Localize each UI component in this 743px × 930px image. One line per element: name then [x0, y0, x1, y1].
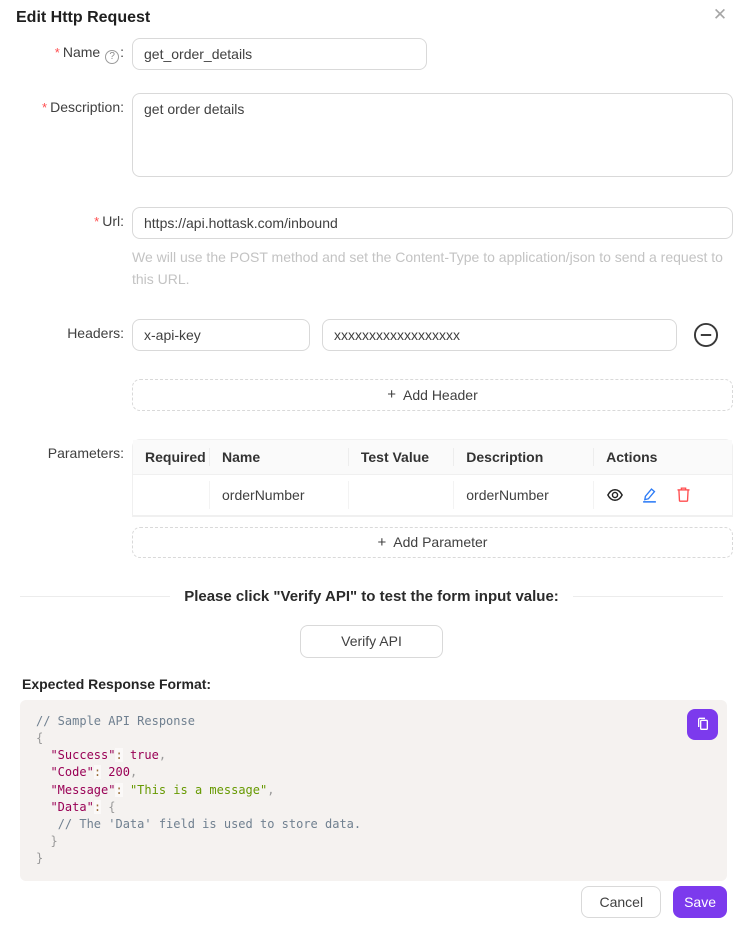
required-asterisk: *	[54, 45, 60, 60]
required-asterisk: *	[94, 214, 100, 229]
modal-header	[0, 0, 743, 30]
trash-icon	[675, 486, 692, 503]
verify-api-button[interactable]: Verify API	[300, 625, 443, 658]
headers-row	[0, 319, 743, 351]
parameters-control	[132, 439, 733, 517]
add-header-button[interactable]: + Add Header	[132, 379, 733, 411]
param-required-cell	[133, 475, 210, 516]
verify-instruction: Please click "Verify API" to test the form input value:	[184, 587, 559, 605]
url-input[interactable]	[132, 207, 733, 239]
http-request-form	[0, 30, 743, 558]
edit-parameter-button[interactable]	[641, 486, 658, 503]
column-required: Required	[133, 440, 210, 475]
add-parameter-button[interactable]: + Add Parameter	[132, 527, 733, 558]
url-control	[132, 207, 733, 291]
minus-circle-icon	[693, 322, 719, 348]
url-label: * Url:	[94, 213, 124, 229]
param-description-cell: orderNumber	[454, 475, 594, 516]
eye-icon	[606, 486, 624, 504]
parameter-table-row	[133, 475, 732, 516]
parameters-table	[132, 439, 733, 517]
header-pair	[132, 319, 733, 351]
parameters-header-row	[133, 440, 732, 475]
remove-header-button[interactable]	[693, 322, 719, 348]
add-header-row	[0, 379, 743, 411]
name-control	[132, 38, 733, 70]
modal-title: Edit Http Request	[16, 9, 151, 26]
column-description: Description	[454, 440, 594, 475]
description-row	[0, 93, 743, 182]
url-row	[0, 207, 743, 291]
plus-icon: +	[377, 533, 387, 551]
delete-parameter-button[interactable]	[675, 486, 692, 503]
column-test-value: Test Value	[349, 440, 454, 475]
description-textarea[interactable]	[132, 93, 733, 177]
headers-control	[132, 319, 733, 351]
required-asterisk: *	[42, 100, 48, 115]
parameters-row	[0, 439, 743, 517]
save-button[interactable]: Save	[673, 886, 727, 918]
copy-icon	[695, 716, 711, 732]
param-actions-cell	[606, 486, 720, 504]
modal-footer	[581, 886, 727, 918]
param-name-cell: orderNumber	[210, 475, 349, 516]
parameters-label: Parameters:	[47, 444, 124, 461]
divider-line-right	[573, 596, 723, 597]
response-code-block	[20, 700, 727, 881]
column-name: Name	[210, 440, 349, 475]
url-hint: We will use the POST method and set the Content-Type to application/json to send a request to this URL.	[132, 249, 723, 288]
sample-api-response-code: // Sample API Response { "Success": true, "Code": 200, "Message": "This is a message", "Data": { // The 'Data' field is used to store data. } }	[36, 713, 362, 866]
edit-pencil-icon	[641, 486, 658, 503]
name-label: * Name ? :	[54, 44, 124, 62]
header-key-input[interactable]	[132, 319, 310, 351]
add-parameter-row	[0, 527, 743, 558]
headers-label: Headers:	[67, 324, 124, 341]
verify-divider	[20, 588, 723, 605]
description-control	[132, 93, 733, 182]
column-actions: Actions	[594, 440, 732, 475]
view-parameter-button[interactable]	[606, 486, 624, 504]
plus-icon: +	[387, 386, 397, 404]
expected-response-label: Expected Response Format:	[22, 675, 212, 692]
close-icon[interactable]: ✕	[707, 2, 733, 28]
name-row	[0, 38, 743, 70]
divider-line-left	[20, 596, 170, 597]
cancel-button[interactable]: Cancel	[581, 886, 661, 918]
name-input[interactable]	[132, 38, 427, 70]
param-test-value-cell	[349, 475, 454, 516]
copy-code-button[interactable]	[687, 709, 718, 740]
header-value-input[interactable]	[322, 319, 677, 351]
help-circle-icon[interactable]: ?	[105, 50, 119, 64]
description-label: * Description:	[42, 99, 124, 115]
